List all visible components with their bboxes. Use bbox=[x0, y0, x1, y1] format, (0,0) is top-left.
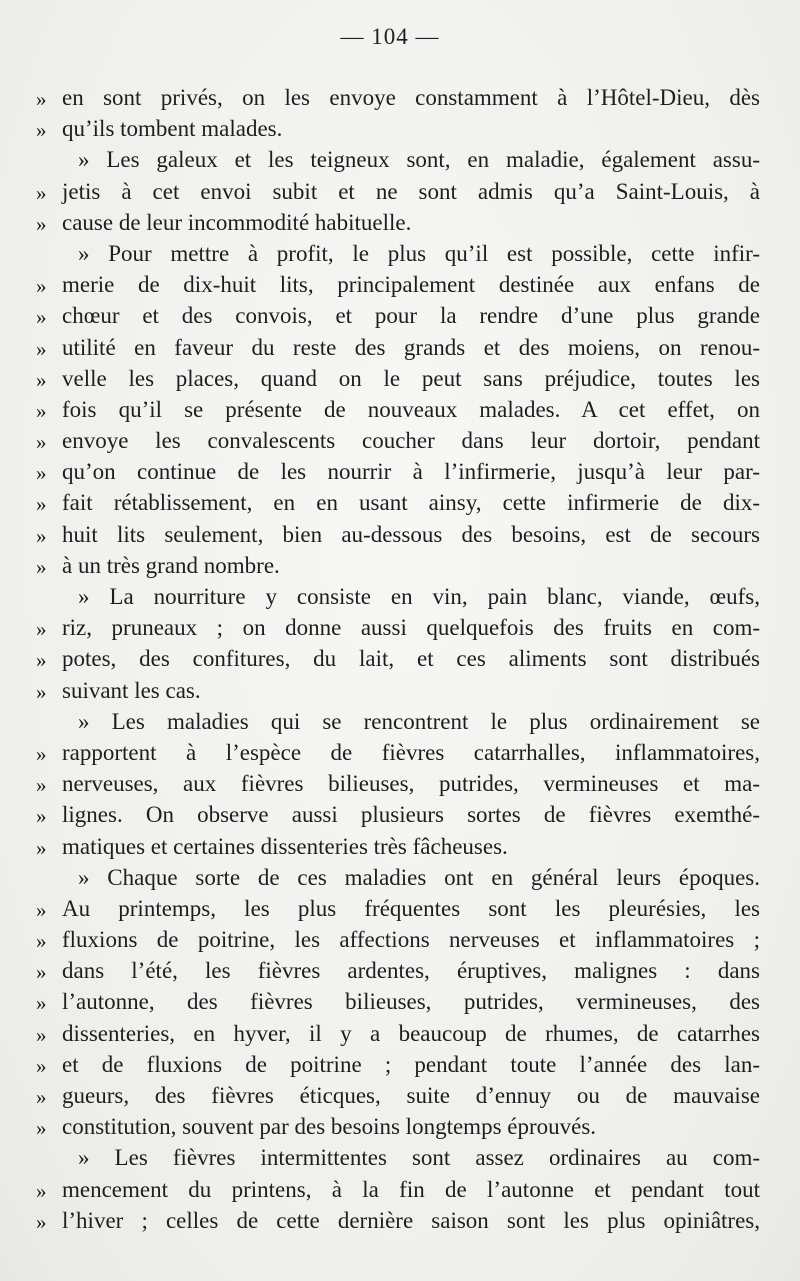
line-text: fait rétablissement, en en usant ainsy, cette infirmerie de dix- bbox=[62, 490, 760, 516]
quote-marker: » bbox=[36, 180, 47, 205]
line-text: merie de dix-huit lits, principalement destinée aux enfans de bbox=[62, 272, 760, 298]
body-text bbox=[0, 82, 800, 1236]
text-line bbox=[0, 675, 800, 706]
line-text: matiques et certaines dissenteries très fâcheuses. bbox=[62, 833, 508, 859]
line-text: mencement du printens, à la fin de l’autonne et pendant tout bbox=[62, 1176, 760, 1202]
line-text: qu’on continue de les nourrir à l’infirmerie, jusqu’à leur par- bbox=[62, 459, 760, 485]
text-line bbox=[0, 82, 800, 113]
text-line bbox=[0, 1018, 800, 1049]
line-text: l’autonne, des fièvres bilieuses, putrides, vermineuses, des bbox=[62, 989, 760, 1015]
text-line bbox=[0, 550, 800, 581]
text-line bbox=[0, 1174, 800, 1205]
line-text: potes, des confitures, du lait, et ces aliments sont distribués bbox=[62, 646, 760, 672]
text-line bbox=[0, 643, 800, 674]
quote-marker: » bbox=[36, 804, 47, 829]
line-text: » Les galeux et les teigneux sont, en maladie, également assu- bbox=[78, 147, 760, 173]
text-line bbox=[0, 924, 800, 955]
text-line bbox=[0, 144, 800, 175]
line-text: utilité en faveur du reste des grands et des moiens, on renou- bbox=[62, 334, 760, 360]
line-text: l’hiver ; celles de cette dernière saison sont les plus opiniâtres, bbox=[62, 1207, 760, 1233]
quote-marker: » bbox=[36, 1022, 47, 1047]
text-line bbox=[0, 893, 800, 924]
quote-marker: » bbox=[36, 274, 47, 299]
line-text: et de fluxions de poitrine ; pendant toute l’année des lan- bbox=[62, 1051, 760, 1077]
text-line bbox=[0, 986, 800, 1017]
line-text: fois qu’il se présente de nouveaux malades. A cet effet, on bbox=[62, 396, 760, 422]
line-text: dans l’été, les fièvres ardentes, éruptives, malignes : dans bbox=[62, 958, 760, 984]
text-line bbox=[0, 238, 800, 269]
quote-marker: » bbox=[36, 897, 47, 922]
line-text: gueurs, des fièvres éticques, suite d’ennuy ou de mauvaise bbox=[62, 1083, 760, 1108]
quote-marker: » bbox=[36, 336, 47, 361]
text-line bbox=[0, 706, 800, 737]
text-line bbox=[0, 1205, 800, 1236]
text-line bbox=[0, 612, 800, 643]
line-text: en sont privés, on les envoye constamment à l’Hôtel-Dieu, dès bbox=[62, 85, 760, 110]
text-line bbox=[0, 113, 800, 144]
text-line bbox=[0, 1111, 800, 1142]
quote-marker: » bbox=[36, 87, 47, 111]
line-text: huit lits seulement, bien au-dessous des besoins, est de secours bbox=[62, 521, 760, 547]
line-text: constitution, souvent par des besoins longtemps éprouvés. bbox=[62, 1114, 597, 1140]
quote-marker: » bbox=[36, 430, 47, 455]
quote-marker: » bbox=[36, 118, 47, 143]
line-text: » Les fièvres intermittentes sont assez ordinaires au com- bbox=[78, 1145, 760, 1171]
quote-marker: » bbox=[36, 835, 47, 860]
line-text: fluxions de poitrine, les affections nerveuses et inflammatoires ; bbox=[62, 927, 760, 953]
line-text: » Les maladies qui se rencontrent le plus ordinairement se bbox=[78, 708, 760, 734]
text-line bbox=[0, 737, 800, 768]
text-line bbox=[0, 456, 800, 487]
quote-marker: » bbox=[36, 211, 47, 236]
line-text: chœur et des convois, et pour la rendre d’une plus grande bbox=[62, 303, 760, 329]
line-text: cause de leur incommodité habituelle. bbox=[62, 209, 412, 235]
line-text: riz, pruneaux ; on donne aussi quelquefois des fruits en com- bbox=[62, 615, 760, 641]
text-line bbox=[0, 207, 800, 238]
text-line bbox=[0, 1142, 800, 1173]
text-line bbox=[0, 768, 800, 799]
quote-marker: » bbox=[36, 1209, 47, 1234]
text-line bbox=[0, 519, 800, 550]
text-line bbox=[0, 1049, 800, 1080]
text-line bbox=[0, 1080, 800, 1111]
line-text: suivant les cas. bbox=[62, 677, 201, 703]
quote-marker: » bbox=[36, 679, 47, 704]
text-line bbox=[0, 300, 800, 331]
text-line bbox=[0, 799, 800, 830]
line-text: lignes. On observe aussi plusieurs sortes de fièvres exemthé- bbox=[62, 802, 760, 828]
quote-marker: » bbox=[36, 305, 47, 330]
text-line bbox=[0, 581, 800, 612]
quote-marker: » bbox=[36, 461, 47, 486]
text-line bbox=[0, 394, 800, 425]
text-line bbox=[0, 269, 800, 300]
quote-marker: » bbox=[36, 1053, 47, 1078]
text-line bbox=[0, 363, 800, 394]
line-text: rapportent à l’espèce de fièvres catarrhalles, inflammatoires, bbox=[62, 739, 760, 765]
line-text: envoye les convalescents coucher dans leur dortoir, pendant bbox=[62, 428, 760, 454]
text-line bbox=[0, 487, 800, 518]
quote-marker: » bbox=[36, 648, 47, 673]
line-text: » Pour mettre à profit, le plus qu’il est possible, cette infir- bbox=[78, 240, 760, 266]
quote-marker: » bbox=[36, 1178, 47, 1203]
text-line bbox=[0, 955, 800, 986]
quote-marker: » bbox=[36, 367, 47, 392]
line-text: » Chaque sorte de ces maladies ont en général leurs époques. bbox=[78, 864, 760, 890]
line-text: nerveuses, aux fièvres bilieuses, putrides, vermineuses et ma- bbox=[62, 771, 760, 797]
line-text: jetis à cet envoi subit et ne sont admis qu’a Saint-Louis, à bbox=[62, 178, 760, 204]
line-text: dissenteries, en hyver, il y a beaucoup de rhumes, de catarrhes bbox=[62, 1020, 760, 1046]
text-line bbox=[0, 862, 800, 893]
line-text: qu’ils tombent malades. bbox=[62, 116, 283, 142]
quote-marker: » bbox=[36, 554, 47, 579]
quote-marker: » bbox=[36, 991, 47, 1016]
quote-marker: » bbox=[36, 960, 47, 985]
line-text: » La nourriture y consiste en vin, pain blanc, viande, œufs, bbox=[78, 584, 760, 609]
quote-marker: » bbox=[36, 617, 47, 642]
line-text: Au printemps, les plus fréquentes sont les pleurésies, les bbox=[62, 895, 760, 921]
quote-marker: » bbox=[36, 773, 47, 798]
quote-marker: » bbox=[36, 1116, 47, 1141]
quote-marker: » bbox=[36, 1085, 47, 1109]
text-line bbox=[0, 831, 800, 862]
quote-marker: » bbox=[36, 492, 47, 517]
quote-marker: » bbox=[36, 523, 47, 548]
line-text: à un très grand nombre. bbox=[62, 552, 280, 578]
quote-marker: » bbox=[36, 741, 47, 766]
quote-marker: » bbox=[36, 398, 47, 423]
page-number: — 104 — bbox=[340, 24, 440, 49]
text-line bbox=[0, 176, 800, 207]
quote-marker: » bbox=[36, 929, 47, 954]
text-line bbox=[0, 332, 800, 363]
text-line bbox=[0, 425, 800, 456]
line-text: velle les places, quand on le peut sans préjudice, toutes les bbox=[62, 365, 760, 391]
